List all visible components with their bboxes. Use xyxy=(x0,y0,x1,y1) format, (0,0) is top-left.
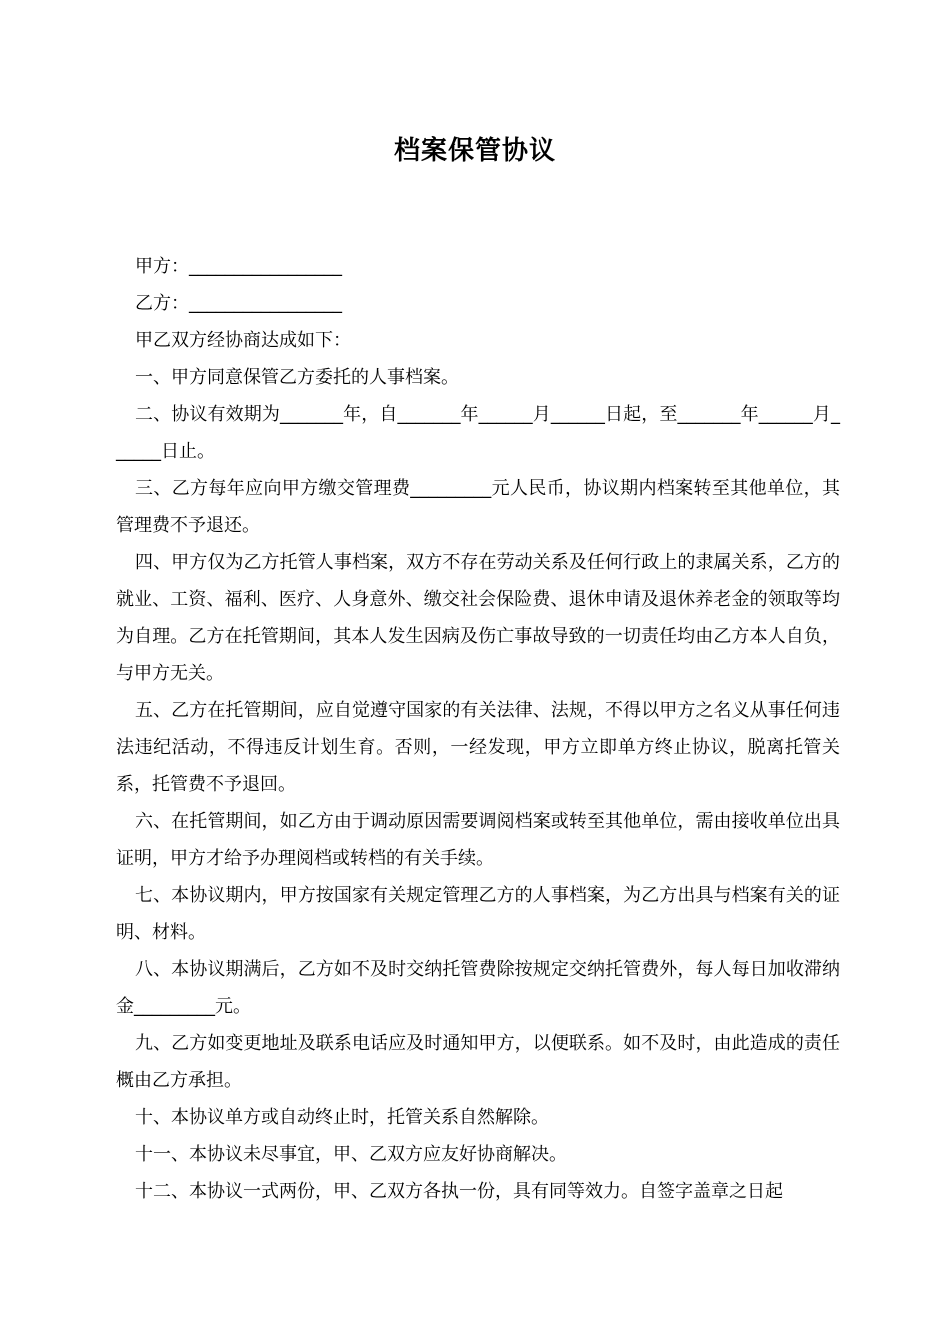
party-a-line: 甲方：_________________ xyxy=(135,256,342,277)
intro-paragraph: 甲乙双方经协商达成如下： xyxy=(135,330,351,351)
clause-3: 三、乙方每年应向甲方缴交管理费_________元人民币，协议期内档案转至其他单位，其管理费不予退还。 xyxy=(116,478,840,536)
clause-2: 二、协议有效期为_______年，自_______年______月______日起，至_______年______月______日止。 xyxy=(116,404,840,462)
clause-9: 九、乙方如变更地址及联系电话应及时通知甲方，以便联系。如不及时，由此造成的责任概由乙方承担。 xyxy=(116,1033,840,1091)
clause-6: 六、在托管期间，如乙方由于调动原因需要调阅档案或转至其他单位，需由接收单位出具证明，甲方才给予办理阅档或转档的有关手续。 xyxy=(116,811,840,869)
document-title: 档案保管协议 xyxy=(393,136,556,166)
clause-8: 八、本协议期满后，乙方如不及时交纳托管费除按规定交纳托管费外，每人每日加收滞纳金_________元。 xyxy=(116,959,840,1017)
clause-5: 五、乙方在托管期间，应自觉遵守国家的有关法律、法规，不得以甲方之名义从事任何违法违纪活动，不得违反计划生育。否则，一经发现，甲方立即单方终止协议，脱离托管关系，托管费不予退回。 xyxy=(116,700,840,795)
clause-4: 四、甲方仅为乙方托管人事档案，双方不存在劳动关系及任何行政上的隶属关系，乙方的就业、工资、福利、医疗、人身意外、缴交社会保险费、退休申请及退休养老金的领取等均为自理。乙方在托管期间，其本人发生因病及伤亡事故导致的一切责任均由乙方本人自负，与甲方无关。 xyxy=(116,552,840,684)
clause-10: 十、本协议单方或自动终止时，托管关系自然解除。 xyxy=(135,1107,549,1128)
clause-11: 十一、本协议未尽事宜，甲、乙双方应友好协商解决。 xyxy=(135,1144,567,1165)
party-b-line: 乙方：_________________ xyxy=(135,293,342,314)
clause-1: 一、甲方同意保管乙方委托的人事档案。 xyxy=(135,367,459,388)
clause-12: 十二、本协议一式两份，甲、乙双方各执一份，具有同等效力。自签字盖章之日起 xyxy=(135,1181,783,1202)
document-body xyxy=(116,248,840,1210)
clause-7: 七、本协议期内，甲方按国家有关规定管理乙方的人事档案，为乙方出具与档案有关的证明、材料。 xyxy=(116,885,840,943)
